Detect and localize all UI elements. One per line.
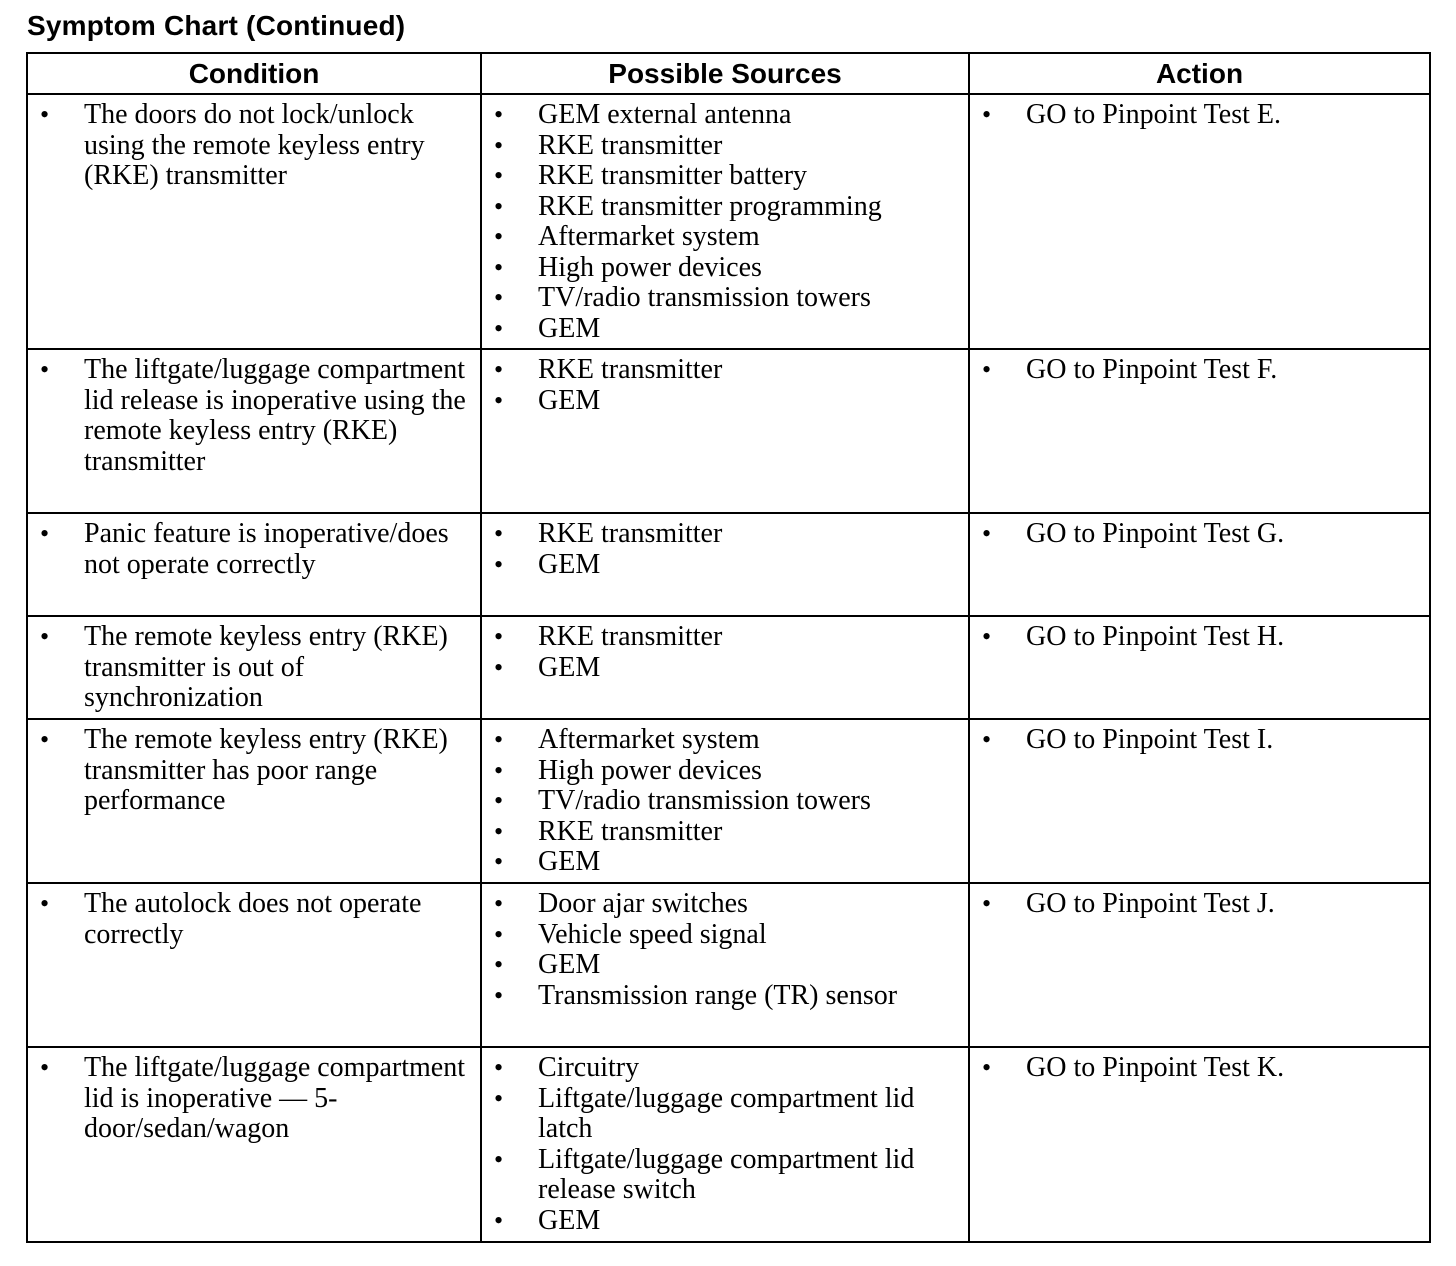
condition-cell <box>27 1047 481 1242</box>
list-item-text: Liftgate/luggage compartment lid release switch <box>538 1143 915 1205</box>
bullet-icon: • <box>982 519 992 548</box>
table-row <box>27 616 1430 719</box>
list-item-text: The remote keyless entry (RKE) transmitter is out of synchronization <box>84 621 448 713</box>
condition-cell <box>27 513 481 616</box>
list-item-text: GEM <box>538 384 601 416</box>
list-item <box>28 725 474 817</box>
list-item-text: RKE transmitter <box>538 815 723 847</box>
header-condition: Condition <box>27 53 481 94</box>
bullet-icon: • <box>494 130 504 160</box>
list-item-text: GO to Pinpoint Test I. <box>1026 724 1274 755</box>
table-body <box>27 94 1430 1242</box>
list-item-text: High power devices <box>538 251 762 283</box>
possible-sources-cell <box>481 883 969 1047</box>
list-item-text: RKE transmitter <box>538 621 723 652</box>
table-header-row <box>27 53 1430 94</box>
list-item <box>970 622 1423 653</box>
bullet-list <box>28 884 480 954</box>
action-cell <box>969 719 1430 883</box>
list-item-text: RKE transmitter <box>538 354 723 385</box>
bullet-icon: • <box>982 725 992 754</box>
bullet-list <box>970 720 1429 760</box>
bullet-icon: • <box>494 161 504 190</box>
list-item-text: GEM <box>538 949 601 980</box>
header-possible-sources: Possible Sources <box>481 53 969 94</box>
list-item-text: RKE transmitter programming <box>538 190 882 222</box>
condition-cell <box>27 94 481 349</box>
list-item <box>482 889 962 920</box>
condition-cell <box>27 883 481 1047</box>
list-item <box>482 1206 962 1237</box>
bullet-icon: • <box>494 313 504 343</box>
list-item <box>482 314 962 345</box>
bullet-icon: • <box>494 652 504 682</box>
bullet-list <box>970 884 1429 924</box>
list-item <box>28 889 474 950</box>
list-item <box>482 1053 962 1084</box>
bullet-icon: • <box>494 847 504 876</box>
list-item-text: Transmission range (TR) sensor <box>538 979 898 1011</box>
bullet-list <box>970 95 1429 135</box>
list-item <box>482 786 962 817</box>
list-item-text: GO to Pinpoint Test G. <box>1026 518 1285 549</box>
list-item <box>28 100 474 192</box>
list-item-text: GO to Pinpoint Test J. <box>1026 888 1275 919</box>
list-item-text: Circuitry <box>538 1052 640 1083</box>
bullet-icon: • <box>40 519 50 548</box>
list-item-text: GEM external antenna <box>538 99 792 130</box>
list-item <box>482 756 962 787</box>
list-item-text: GEM <box>538 312 601 344</box>
symptom-chart-table <box>26 52 1431 1243</box>
action-cell <box>969 883 1430 1047</box>
bullet-icon: • <box>494 1144 504 1174</box>
bullet-list <box>482 884 968 1015</box>
list-item <box>970 1053 1423 1084</box>
list-item <box>482 192 962 223</box>
bullet-icon: • <box>494 222 504 251</box>
action-cell <box>969 513 1430 616</box>
possible-sources-cell <box>481 513 969 616</box>
bullet-list <box>482 350 968 420</box>
list-item <box>482 253 962 284</box>
bullet-icon: • <box>982 889 992 918</box>
bullet-list <box>482 95 968 348</box>
list-item <box>482 519 962 550</box>
list-item <box>482 1084 962 1145</box>
list-item-text: TV/radio transmission towers <box>538 785 871 816</box>
bullet-list <box>28 514 480 584</box>
condition-cell <box>27 719 481 883</box>
list-item <box>970 355 1423 386</box>
list-item-text: GO to Pinpoint Test F. <box>1026 354 1278 385</box>
list-item-text: RKE transmitter <box>538 129 723 161</box>
list-item <box>482 100 962 131</box>
bullet-icon: • <box>494 889 504 918</box>
bullet-list <box>28 350 480 481</box>
bullet-list <box>482 720 968 882</box>
bullet-list <box>482 514 968 584</box>
bullet-list <box>970 514 1429 554</box>
list-item-text: GO to Pinpoint Test E. <box>1026 99 1281 130</box>
list-item <box>482 622 962 653</box>
list-item <box>970 889 1423 920</box>
list-item <box>482 920 962 951</box>
list-item-text: The doors do not lock/unlock using the remote keyless entry (RKE) transmitter <box>84 99 425 191</box>
table-row <box>27 719 1430 883</box>
bullet-icon: • <box>40 1053 50 1082</box>
possible-sources-cell <box>481 349 969 513</box>
bullet-icon: • <box>40 355 50 384</box>
list-item <box>482 817 962 848</box>
list-item-text: GEM <box>538 846 601 877</box>
list-item <box>482 1145 962 1206</box>
possible-sources-cell <box>481 616 969 719</box>
bullet-list <box>482 1048 968 1240</box>
list-item-text: The liftgate/luggage compartment lid is inoperative — 5-door/sedan/wagon <box>84 1052 465 1144</box>
table-row <box>27 883 1430 1047</box>
list-item <box>28 1053 474 1145</box>
bullet-list <box>28 1048 480 1149</box>
bullet-icon: • <box>494 980 504 1010</box>
bullet-icon: • <box>494 100 504 129</box>
table-row <box>27 513 1430 616</box>
bullet-list <box>28 720 480 821</box>
possible-sources-cell <box>481 94 969 349</box>
bullet-icon: • <box>494 786 504 815</box>
list-item-text: GO to Pinpoint Test H. <box>1026 621 1285 652</box>
action-cell <box>969 349 1430 513</box>
bullet-icon: • <box>494 519 504 548</box>
bullet-icon: • <box>982 355 992 384</box>
action-cell <box>969 1047 1430 1242</box>
list-item <box>970 100 1423 131</box>
list-item <box>482 653 962 684</box>
bullet-icon: • <box>40 889 50 918</box>
bullet-icon: • <box>494 950 504 979</box>
possible-sources-cell <box>481 1047 969 1242</box>
bullet-list <box>28 95 480 196</box>
bullet-list <box>28 617 480 718</box>
bullet-icon: • <box>982 622 992 651</box>
list-item-text: The remote keyless entry (RKE) transmitter has poor range performance <box>84 724 448 816</box>
bullet-icon: • <box>494 1205 504 1235</box>
list-item <box>482 725 962 756</box>
bullet-icon: • <box>494 355 504 384</box>
bullet-icon: • <box>40 725 50 754</box>
bullet-icon: • <box>40 100 50 129</box>
table-row <box>27 349 1430 513</box>
list-item-text: Aftermarket system <box>538 221 760 252</box>
list-item-text: Liftgate/luggage compartment lid latch <box>538 1082 915 1144</box>
list-item <box>482 847 962 878</box>
action-cell <box>969 616 1430 719</box>
bullet-icon: • <box>982 100 992 129</box>
bullet-icon: • <box>494 622 504 651</box>
list-item <box>482 355 962 386</box>
list-item <box>28 622 474 714</box>
list-item <box>482 161 962 192</box>
list-item <box>28 519 474 580</box>
list-item-text: GO to Pinpoint Test K. <box>1026 1052 1285 1083</box>
header-action: Action <box>969 53 1430 94</box>
list-item <box>482 386 962 417</box>
list-item-text: High power devices <box>538 754 762 786</box>
bullet-icon: • <box>494 755 504 785</box>
list-item-text: GEM <box>538 651 601 683</box>
bullet-icon: • <box>494 252 504 282</box>
list-item <box>482 981 962 1012</box>
table-row <box>27 1047 1430 1242</box>
list-item-text: The liftgate/luggage compartment lid release is inoperative using the remote keyless entry (RKE) transmitter <box>84 354 466 477</box>
list-item-text: Aftermarket system <box>538 724 760 755</box>
list-item <box>482 950 962 981</box>
list-item <box>482 283 962 314</box>
bullet-list <box>970 617 1429 657</box>
list-item-text: Vehicle speed signal <box>538 918 767 950</box>
list-item-text: Door ajar switches <box>538 888 748 919</box>
bullet-list <box>970 350 1429 390</box>
list-item-text: RKE transmitter battery <box>538 160 808 191</box>
list-item <box>970 725 1423 756</box>
condition-cell <box>27 616 481 719</box>
list-item <box>482 222 962 253</box>
condition-cell <box>27 349 481 513</box>
bullet-icon: • <box>494 549 504 579</box>
bullet-icon: • <box>494 816 504 846</box>
list-item <box>970 519 1423 550</box>
action-cell <box>969 94 1430 349</box>
list-item-text: GEM <box>538 548 601 580</box>
bullet-icon: • <box>494 725 504 754</box>
list-item <box>482 131 962 162</box>
list-item-text: TV/radio transmission towers <box>538 282 871 313</box>
bullet-list <box>482 617 968 687</box>
bullet-list <box>970 1048 1429 1088</box>
list-item-text: RKE transmitter <box>538 518 723 549</box>
table-row <box>27 94 1430 349</box>
bullet-icon: • <box>494 919 504 949</box>
list-item-text: Panic feature is inoperative/does not operate correctly <box>84 518 449 580</box>
bullet-icon: • <box>982 1053 992 1082</box>
list-item-text: GEM <box>538 1204 601 1236</box>
bullet-icon: • <box>40 622 50 651</box>
bullet-icon: • <box>494 385 504 415</box>
list-item-text: The autolock does not operate correctly <box>84 888 422 950</box>
page-title: Symptom Chart (Continued) <box>27 10 406 41</box>
bullet-icon: • <box>494 1053 504 1082</box>
bullet-icon: • <box>494 283 504 312</box>
bullet-icon: • <box>494 1083 504 1113</box>
bullet-icon: • <box>494 191 504 221</box>
list-item <box>28 355 474 477</box>
list-item <box>482 550 962 581</box>
possible-sources-cell <box>481 719 969 883</box>
